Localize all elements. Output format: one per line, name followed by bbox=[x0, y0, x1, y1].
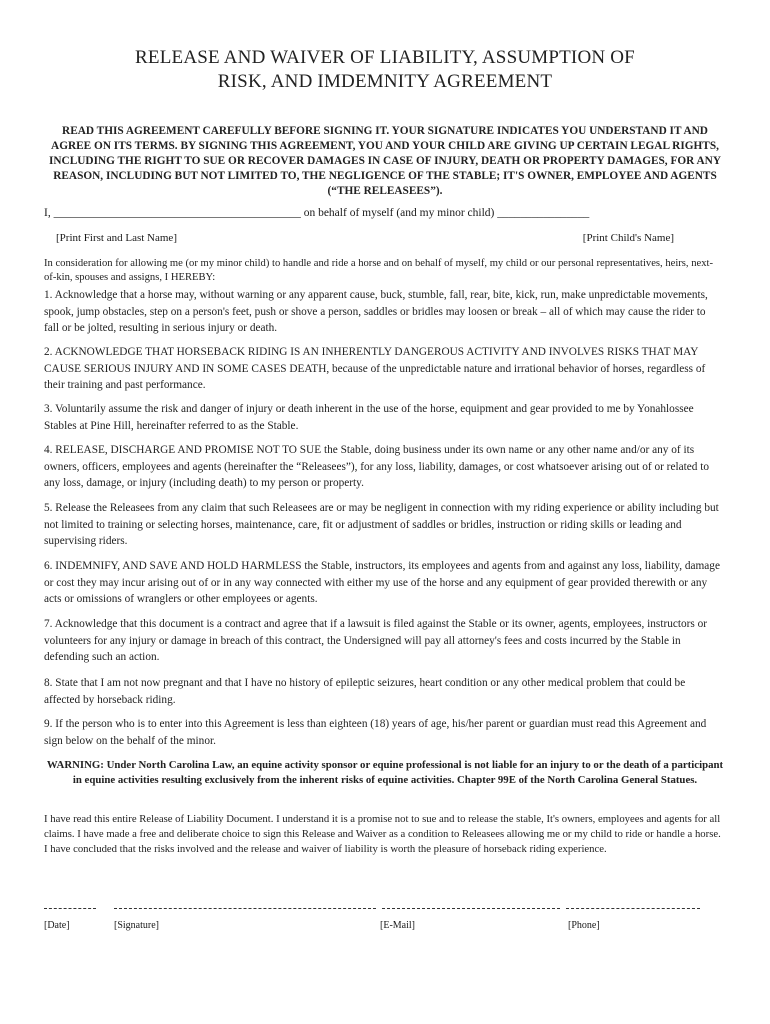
nc-law-warning: WARNING: Under North Carolina Law, an equine activity sponsor or equine professional is not liable for an injury to or the death of a participant in equine activities resulting exclusively from the inherent risks of equine activities. Chapter 99E of the North Carolina General Statues. bbox=[46, 759, 724, 786]
phone-signature-line[interactable] bbox=[566, 908, 700, 909]
clause-2: 2. ACKNOWLEDGE THAT HORSEBACK RIDING IS AN INHERENTLY DANGEROUS ACTIVITY AND INVOLVES RISKS THAT MAY CAUSE SERIOUS INJURY AND IN SOME CASES DEATH, because of the unpredictable nature and irrational behavior of horses, regardless of their training and past performance. bbox=[44, 346, 706, 391]
clause-5: 5. Release the Releasees from any claim that such Releasees are or may be negligent in connection with my riding experience or ability including but not limited to training or selecting horses, maintenance, care, fit or adjustment of saddles or bridles, instruction or riding skills or leading and supervising riders. bbox=[44, 502, 719, 547]
clause-3: 3. Voluntarily assume the risk and danger of injury or death inherent in the use of the horse, equipment and gear provided to me by Yonahlossee Stables at Pine Hill, hereinafter referred to as the Stable. bbox=[44, 403, 694, 432]
clause-4: 4. RELEASE, DISCHARGE AND PROMISE NOT TO SUE the Stable, doing business under its own name or any other name and/or any of its owners, officers, employees and agents (hereinafter the “Releasees”), for any loss, liability, damages, or cost whatsoever arising out of or related to any loss, damage, or injury (including death) to my person or property. bbox=[44, 444, 710, 489]
acknowledgement-paragraph: I have read this entire Release of Liability Document. I understand it is a promise not to sue and to release the stable, It's owners, employees and agents for all claims. I have made a free and deliberate choice to sign this Release and Waiver as a condition to Releasees allowing me or my child to ride or handle a horse. I have concluded that the risks involved and the release and waiver of liability is worth the pleasure of horseback riding experience. bbox=[44, 813, 721, 855]
clause-1: 1. Acknowledge that a horse may, without warning or any apparent cause, buck, stumble, fall, rear, bite, kick, run, make unpredictable movements, spook, jump obstacles, step on a person's feet, push or shove a person, saddles or bridles may loosen or break – all of which may cause the rider to fall or be jolted, resulting in serious injury or death. bbox=[44, 289, 708, 334]
print-child-label: [Print Child's Name] bbox=[582, 232, 674, 244]
email-signature-line[interactable] bbox=[382, 908, 560, 909]
print-name-label: [Print First and Last Name] bbox=[56, 232, 177, 244]
consideration-paragraph: In consideration for allowing me (or my minor child) to handle and ride a horse and on behalf of myself, my child or our personal representatives, heirs, next-of-kin, spouses and assigns, I HEREBY: bbox=[44, 258, 713, 283]
intro-warning-text: READ THIS AGREEMENT CAREFULLY BEFORE SIGNING IT. YOUR SIGNATURE INDICATES YOU UNDERSTAND IT AND AGREE ON ITS TERMS. BY SIGNING THIS AGREEMENT, YOU AND YOUR CHILD ARE GIVING UP CERTAIN LEGAL RIGHTS, INCLUDING THE RIGHT TO SUE OR RECOVER DAMAGES IN CASE OF INJURY, DEATH OR PROPERTY DAMAGES, FOR ANY REASON, INCLUDING BUT NOT LIMITED TO, THE NEGLIGENCE OF THE STABLE; IT'S OWNER, EMPLOYEE AND AGENTS (“THE RELEASEES”). bbox=[49, 125, 721, 197]
document-title bbox=[40, 46, 730, 94]
title-line-1: RELEASE AND WAIVER OF LIABILITY, ASSUMPTION OF bbox=[135, 47, 635, 68]
signature-label: [Signature] bbox=[114, 920, 159, 931]
clause-7: 7. Acknowledge that this document is a contract and agree that if a lawsuit is filed against the Stable or its owner, agents, employees, instructors or volunteers for any injury or damage in breach of this contract, the Undersigned will pay all attorney's fees and costs incurred by the Stable in defending such an action. bbox=[44, 618, 708, 663]
clause-9: 9. If the person who is to enter into this Agreement is less than eighteen (18) years of age, his/her parent or guardian must read this Agreement and sign below on the behalf of the minor. bbox=[44, 718, 707, 747]
date-signature-line[interactable] bbox=[44, 908, 96, 909]
clause-6: 6. INDEMNIFY, AND SAVE AND HOLD HARMLESS the Stable, instructors, its employees and agents from and against any loss, liability, damage or cost they may incur arising out of or in any way connected with either my use of the horse and any equipment of gear provided therewith or any acts or omissions of wranglers or other employees or agents. bbox=[44, 560, 720, 605]
signature-line[interactable] bbox=[114, 908, 376, 909]
date-label: [Date] bbox=[44, 920, 70, 931]
clause-8: 8. State that I am not now pregnant and that I have no history of epileptic seizures, heart condition or any other medical problem that could be affected by horseback riding. bbox=[44, 677, 686, 706]
signature-lines bbox=[44, 898, 714, 912]
title-line-2: RISK, AND IMDEMNITY AGREEMENT bbox=[217, 71, 553, 92]
email-label: [E-Mail] bbox=[380, 920, 415, 931]
name-fill-line: I, ___________________________________________ on behalf of myself (and my minor child) ________________ bbox=[44, 207, 590, 219]
phone-label: [Phone] bbox=[568, 920, 600, 931]
